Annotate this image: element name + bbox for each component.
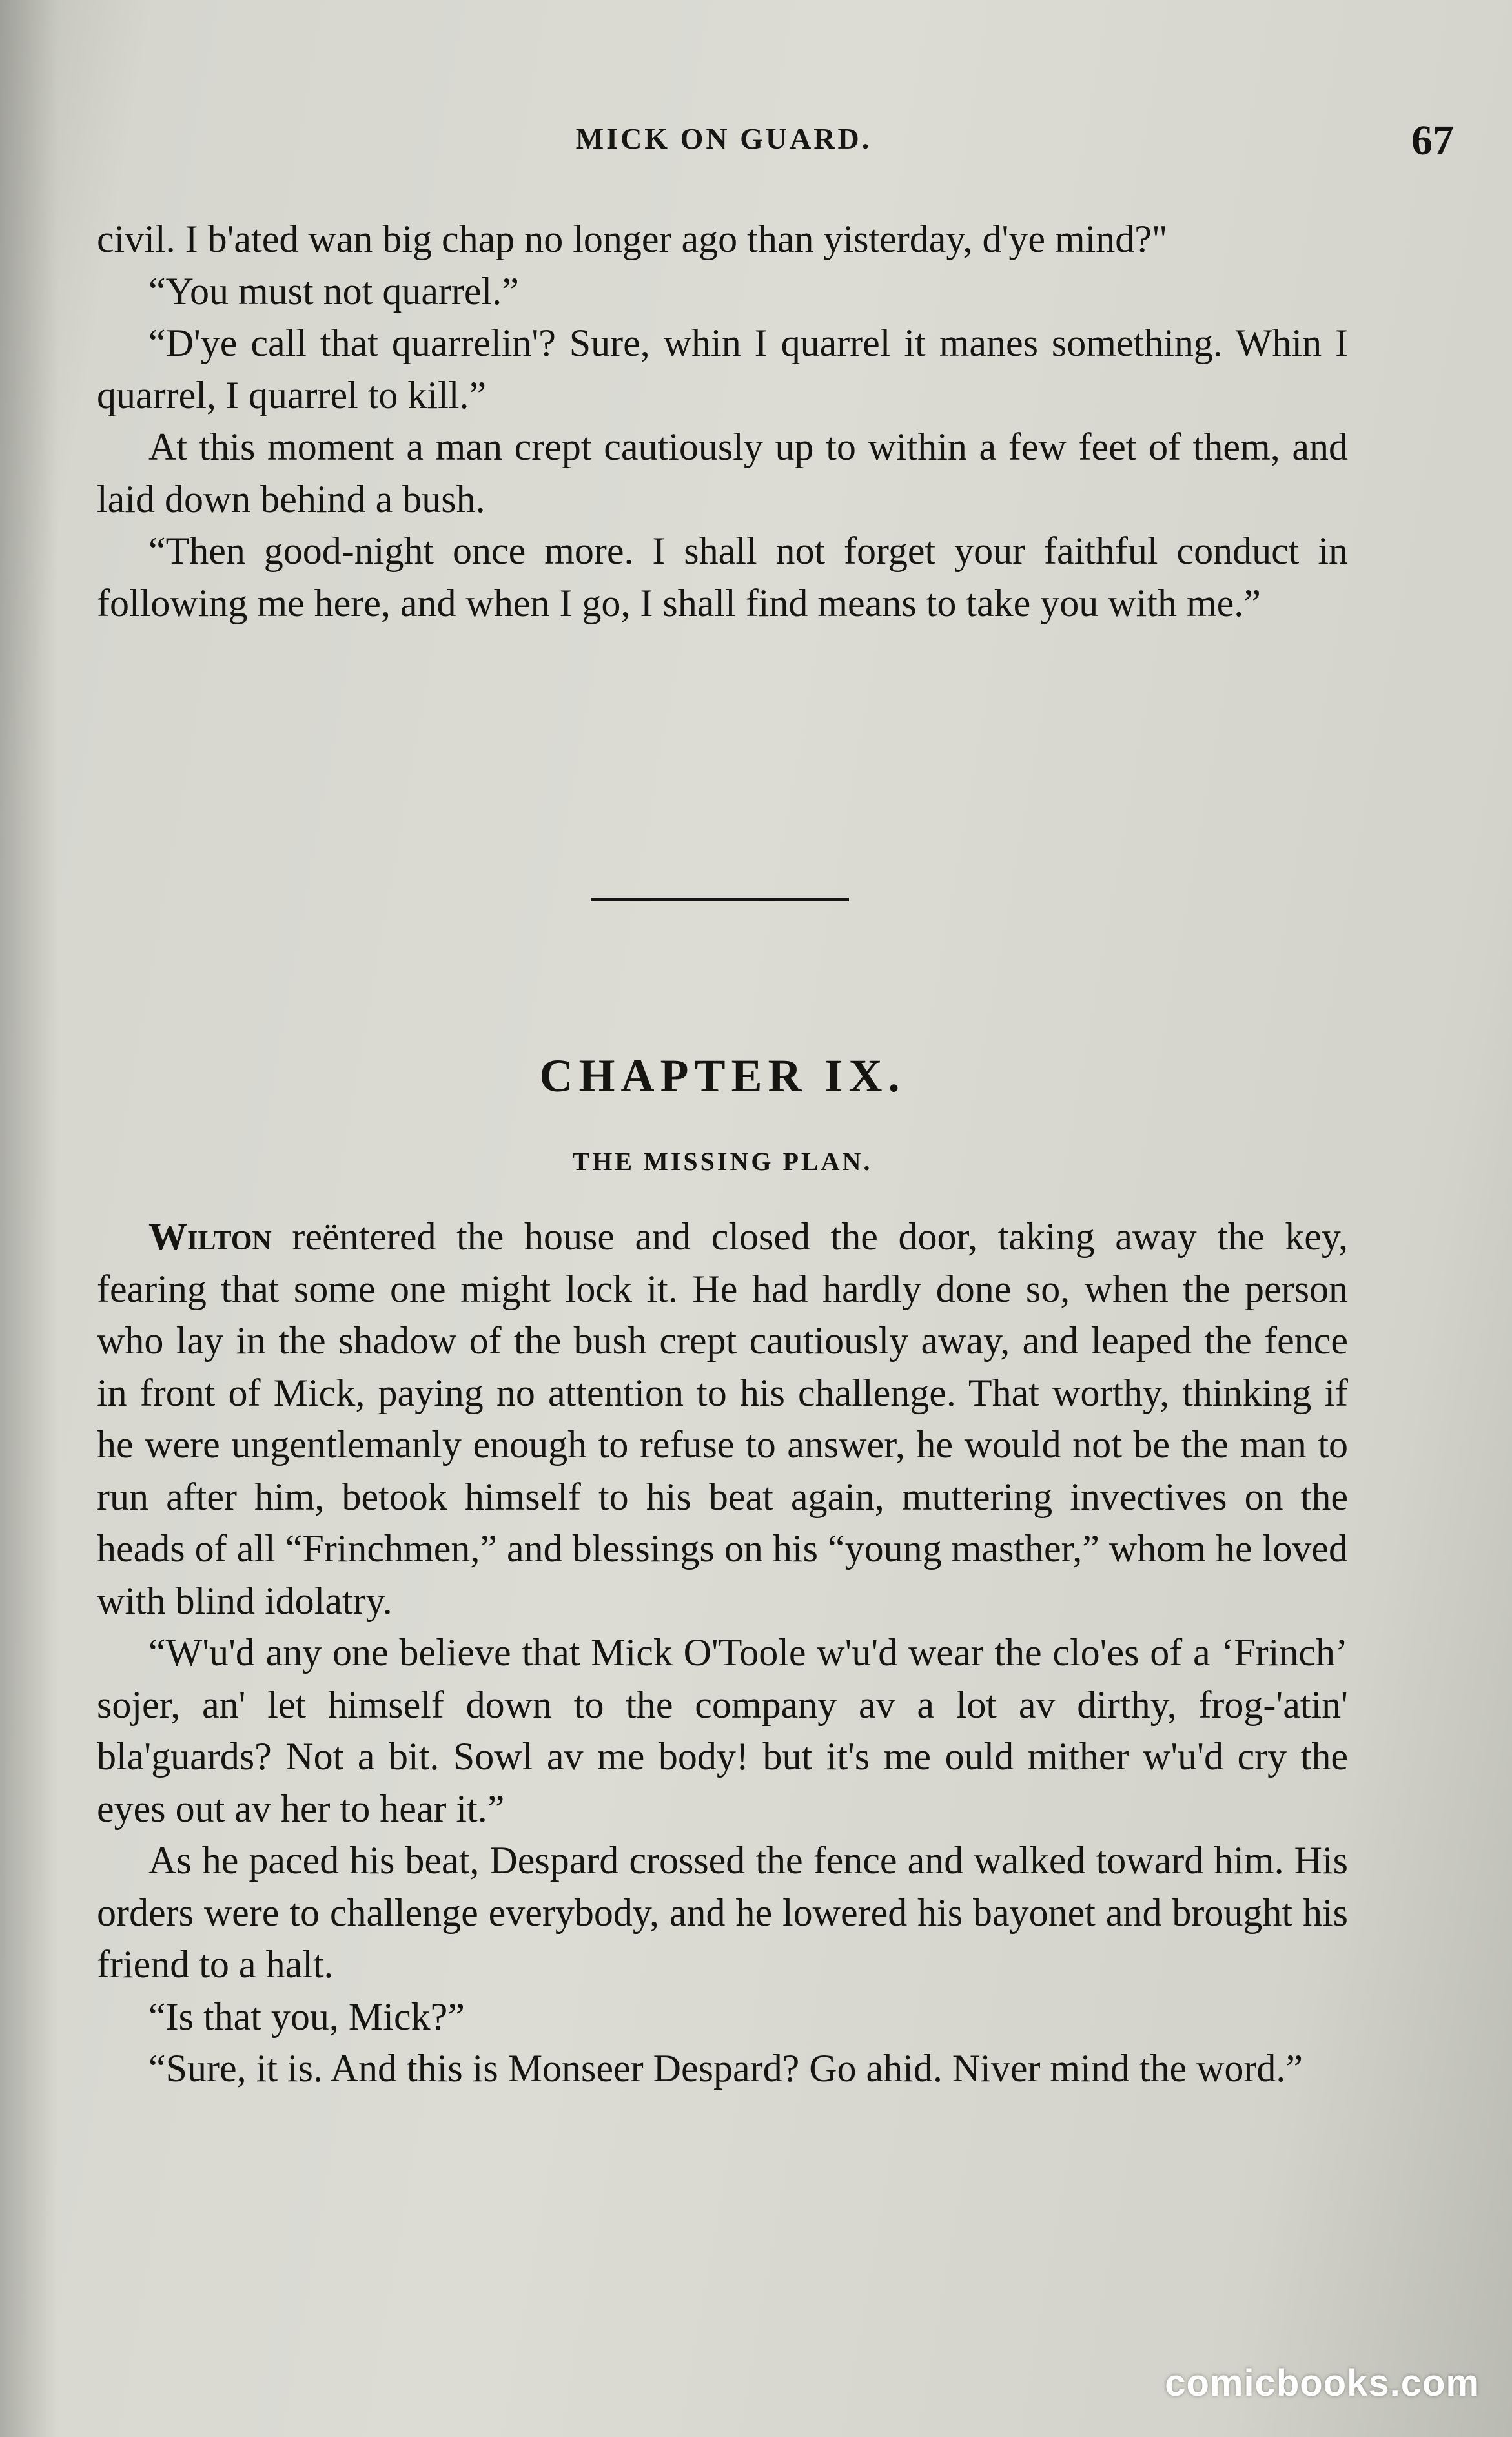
paragraph: “Is that you, Mick?” — [148, 1995, 465, 2038]
paragraph: At this moment a man crept cautiously up to within a few feet of them, and laid down behind a bush. — [97, 426, 1348, 520]
lead-word: Wilton — [148, 1215, 272, 1258]
watermark: comicbooks.com — [1165, 2362, 1480, 2404]
running-head — [97, 116, 1454, 168]
section-divider-rule — [591, 898, 849, 901]
paragraph-text: reëntered the house and closed the door, taking away the key, fearing that some one might lock it. He had hardly done so, when the person who lay in the shadow of the bush crept cautiously away, and leaped the fence in front of Mick, paying no attention to his challenge. That worthy, thinking if he were ungentlemanly enough to refuse to answer, he would not be the man to run after him, betook himself to his beat again, muttering invectives on the heads of all “Frinchmen,” and blessings on his “young masther,” whom he loved with blind idolatry. — [97, 1215, 1348, 1622]
chapter-heading: CHAPTER IX. — [539, 1050, 906, 1102]
paragraph: “Sure, it is. And this is Monseer Despard? Go ahid. Niver mind the word.” — [148, 2047, 1303, 2090]
paragraph — [97, 1211, 1348, 1627]
paragraph: “You must not quarrel.” — [148, 269, 519, 313]
paragraph: civil. I b'ated wan big chap no longer ago than yisterday, d'ye mind?" — [97, 218, 1168, 260]
top-text-block — [97, 213, 1348, 629]
paragraph: As he paced his beat, Despard crossed the fence and walked toward him. His orders were to challenge everybody, and he lowered his bayonet and brought his friend to a halt. — [97, 1839, 1348, 1986]
running-title: MICK ON GUARD. — [575, 122, 872, 155]
paragraph: “Then good-night once more. I shall not forget your faithful conduct in following me here, and when I go, I shall find means to take you with me.” — [97, 530, 1348, 624]
page-number: 67 — [1411, 117, 1454, 164]
paragraph: “W'u'd any one believe that Mick O'Toole w'u'd wear the clo'es of a ‘Frinch’ sojer, an' let himself down to the company av a lot av dirthy, frog-'atin' bla'guards? Not a bit. Sowl av me body! but it's me ould mither w'u'd cry the eyes out av her to hear it.” — [97, 1631, 1348, 1830]
chapter-subtitle: THE MISSING PLAN. — [572, 1147, 873, 1176]
paragraph: “D'ye call that quarrelin'? Sure, whin I quarrel it manes something. Whin I quarrel, I quarrel to kill.” — [97, 322, 1348, 416]
bottom-text-block — [97, 1211, 1348, 2095]
